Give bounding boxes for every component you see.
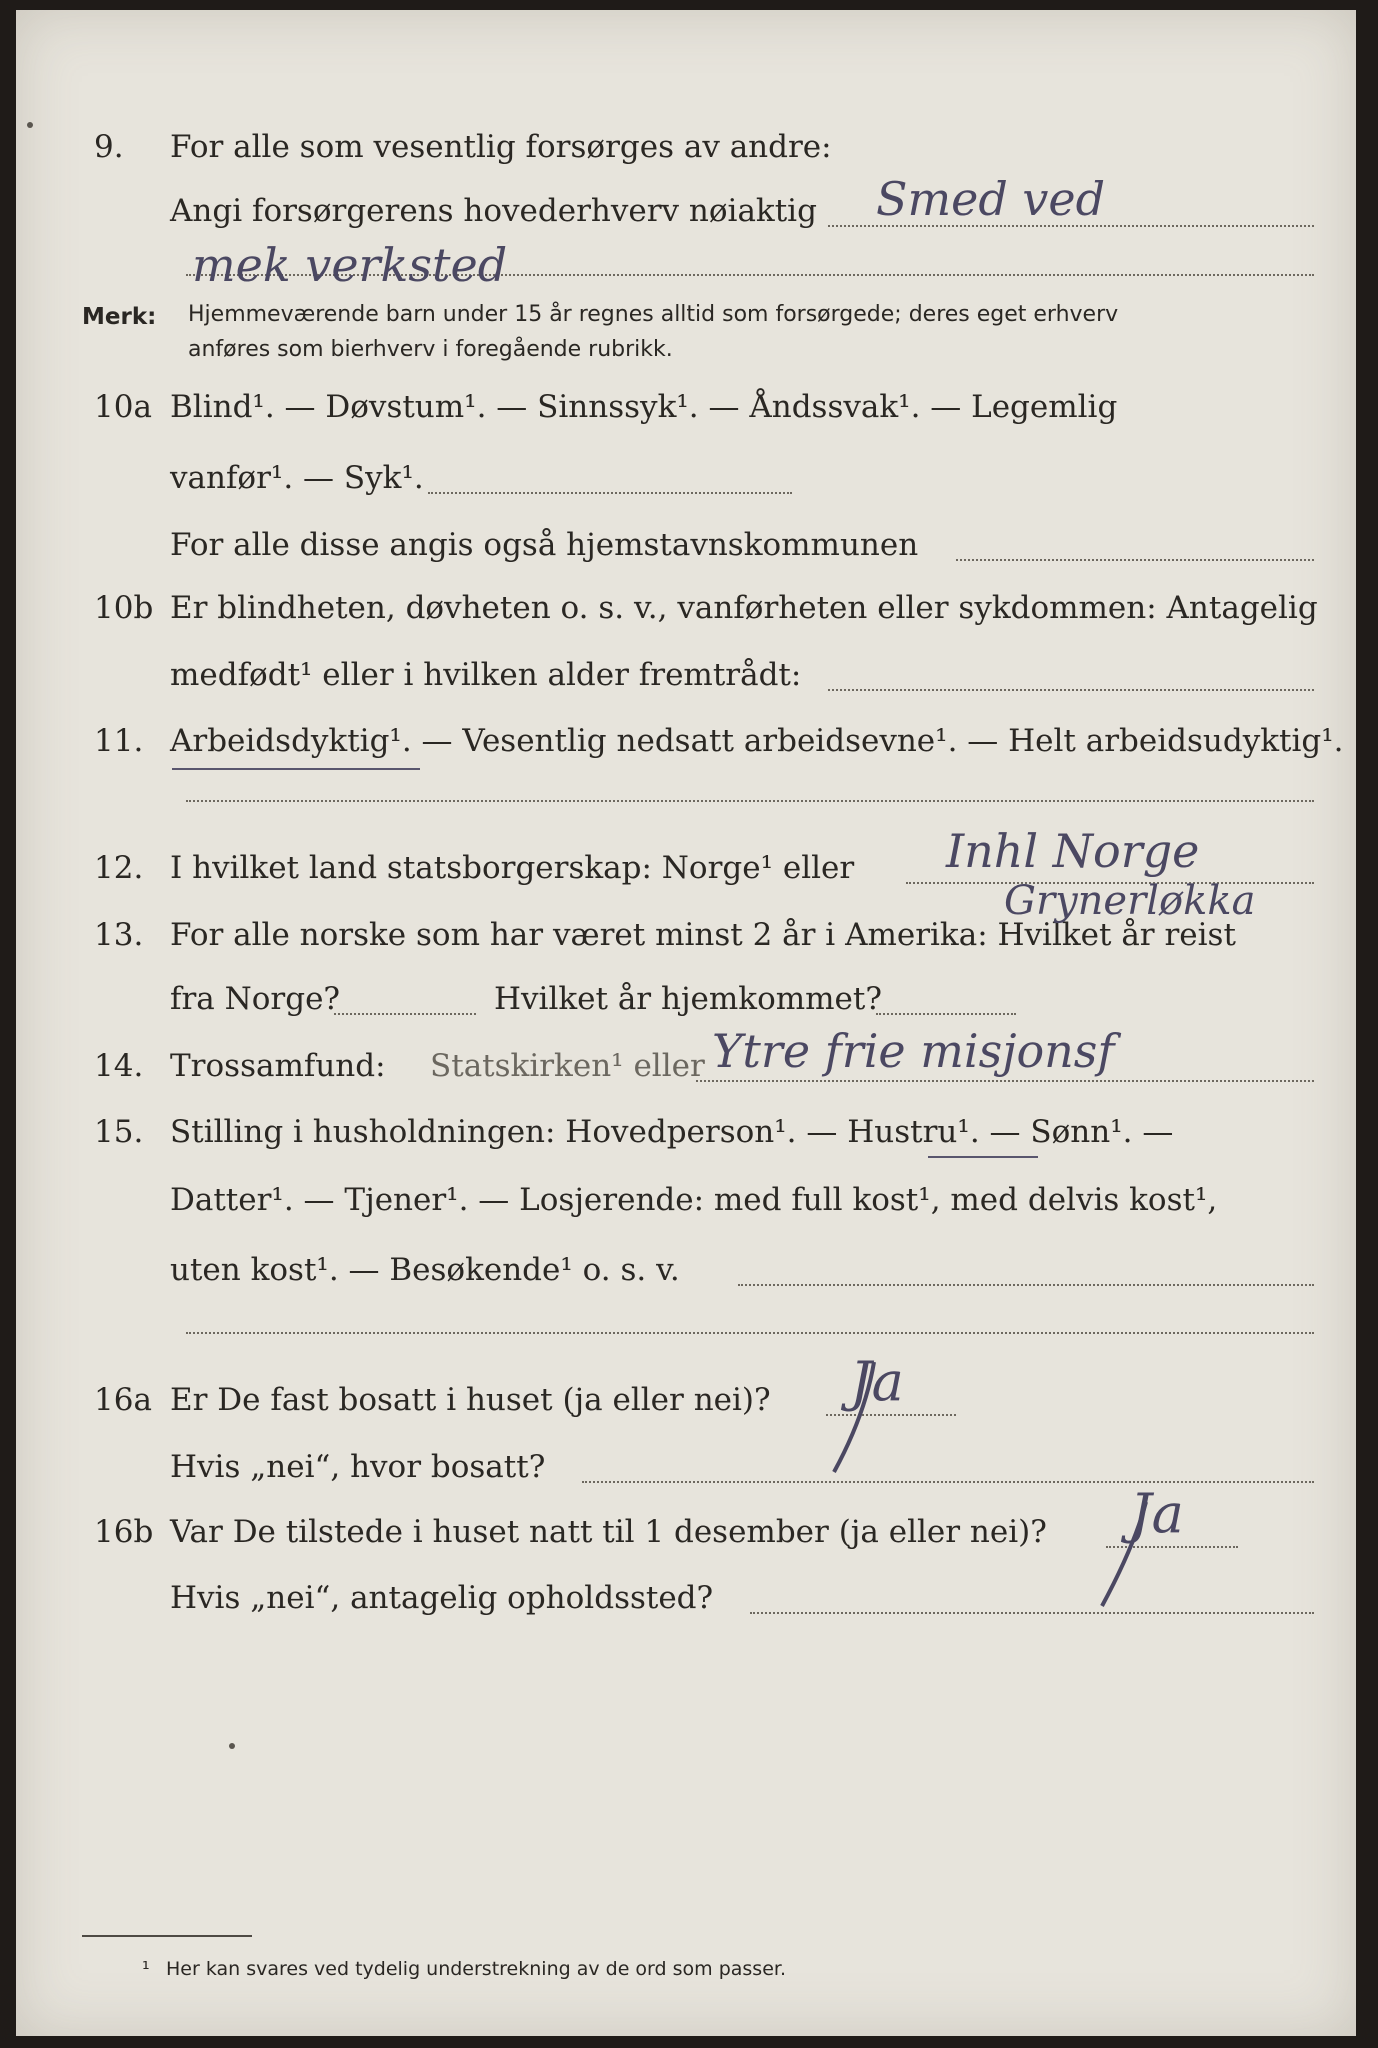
question-text: I hvilket land statsborgerskap: Norge¹ eller bbox=[170, 850, 855, 886]
note-label: Merk: bbox=[82, 304, 157, 330]
note-text: anføres som bierhverv i foregående rubrikk. bbox=[188, 337, 673, 362]
question-text: Angi forsørgerens hovederhverv nøiaktig bbox=[170, 193, 817, 229]
question-text: Er blindheten, døvheten o. s. v., vanførheten eller sykdommen: Antagelig bbox=[170, 590, 1318, 626]
question-number: 10b bbox=[94, 590, 154, 626]
handwritten-stroke bbox=[834, 1362, 874, 1472]
question-number: 11. bbox=[94, 723, 144, 759]
question-text: fra Norge? bbox=[170, 981, 341, 1017]
question-text: Hvilket år hjemkommet? bbox=[494, 981, 882, 1017]
question-number: 10a bbox=[94, 389, 152, 425]
question-number: 16a bbox=[94, 1382, 152, 1418]
footnote-mark: ¹ bbox=[142, 1958, 150, 1980]
handwritten-answer: Ja bbox=[1130, 1482, 1184, 1545]
question-text: Trossamfund: bbox=[170, 1048, 386, 1084]
footnote-text: Her kan svares ved tydelig understrekning av de ord som passer. bbox=[166, 1958, 786, 1980]
census-form-page bbox=[16, 10, 1356, 2036]
question-number: 12. bbox=[94, 850, 144, 886]
question-text: For alle som vesentlig forsørges av andre: bbox=[170, 129, 832, 165]
question-number: 16b bbox=[94, 1514, 154, 1550]
question-text: Hvis „nei“, hvor bosatt? bbox=[170, 1449, 546, 1485]
question-text: vanfør¹. — Syk¹. bbox=[170, 460, 424, 496]
question-text: For alle disse angis også hjemstavnskommunen bbox=[170, 527, 919, 563]
question-text: For alle norske som har været minst 2 år i Amerika: Hvilket år reist bbox=[170, 917, 1236, 953]
question-text: Blind¹. — Døvstum¹. — Sinnssyk¹. — Åndssvak¹. — Legemlig bbox=[170, 389, 1118, 425]
ink-dot bbox=[27, 122, 33, 128]
question-text: Er De fast bosatt i huset (ja eller nei)? bbox=[170, 1382, 771, 1418]
question-text: Datter¹. — Tjener¹. — Losjerende: med full kost¹, med delvis kost¹, bbox=[170, 1182, 1218, 1218]
note-text: Hjemmeværende barn under 15 år regnes alltid som forsørgede; deres eget erhverv bbox=[188, 302, 1119, 327]
question-text: Arbeidsdyktig¹. — Vesentlig nedsatt arbeidsevne¹. — Helt arbeidsudyktig¹. bbox=[170, 723, 1344, 759]
question-number: 13. bbox=[94, 917, 144, 953]
handwritten-answer: mek verksted bbox=[192, 238, 508, 292]
question-text: Hvis „nei“, antagelig opholdssted? bbox=[170, 1580, 714, 1616]
ink-dot bbox=[229, 1743, 235, 1749]
question-text: Var De tilstede i huset natt til 1 desember (ja eller nei)? bbox=[170, 1514, 1047, 1550]
question-text: Stilling i husholdningen: Hovedperson¹. — Hustru¹. — Sønn¹. — bbox=[170, 1114, 1174, 1150]
question-text: medfødt¹ eller i hvilken alder fremtrådt: bbox=[170, 657, 802, 693]
question-text: Statskirken¹ eller bbox=[430, 1048, 705, 1084]
question-number: 15. bbox=[94, 1114, 144, 1150]
question-number: 9. bbox=[94, 129, 124, 165]
handwritten-stroke bbox=[1102, 1502, 1146, 1606]
handwritten-answer: Inhl Norge bbox=[946, 824, 1200, 878]
question-text: uten kost¹. — Besøkende¹ o. s. v. bbox=[170, 1252, 680, 1288]
handwritten-answer: Grynerløkka bbox=[1004, 878, 1256, 924]
handwritten-answer: Smed ved bbox=[876, 172, 1106, 226]
pen-strokes bbox=[16, 10, 1356, 2036]
handwritten-answer: Ja bbox=[850, 1350, 904, 1413]
handwritten-answer: Ytre frie misjonsf bbox=[712, 1024, 1115, 1078]
footnote-rule bbox=[82, 1935, 252, 1937]
question-number: 14. bbox=[94, 1048, 144, 1084]
